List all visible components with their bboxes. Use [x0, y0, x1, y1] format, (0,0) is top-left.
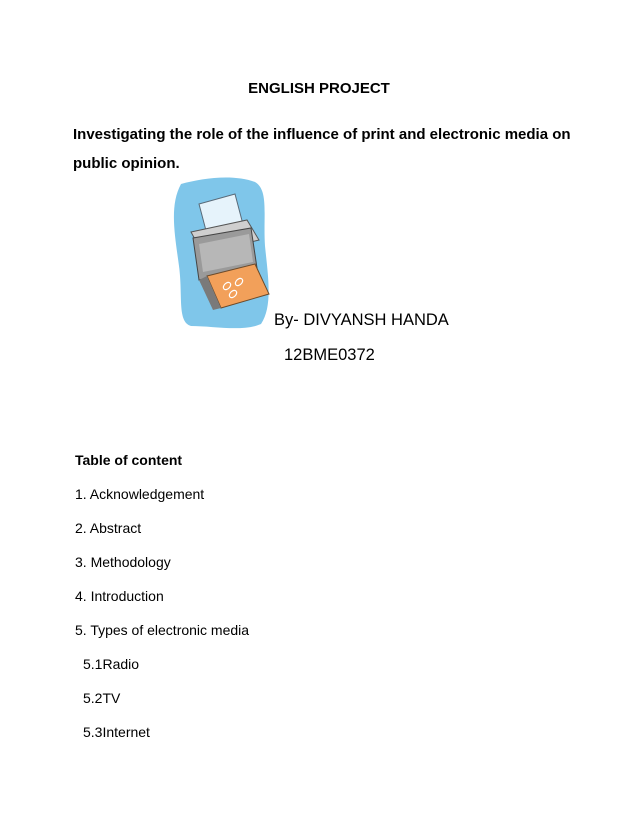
table-of-contents: [75, 486, 249, 758]
toc-item: 4. Introduction: [75, 588, 164, 604]
document-title: ENGLISH PROJECT: [248, 80, 390, 97]
document-subtitle: Investigating the role of the influence of print and electronic media on public opinion.: [73, 126, 571, 172]
printer-icon: [173, 176, 273, 330]
toc-item: 1. Acknowledgement: [75, 486, 205, 502]
author-name: By- DIVYANSH HANDA: [274, 311, 449, 329]
toc-heading: Table of content: [75, 452, 183, 468]
toc-subitem: 5.2TV: [83, 690, 121, 706]
toc-item: 2. Abstract: [75, 520, 142, 536]
toc-item: 5. Types of electronic media: [75, 622, 250, 638]
roll-number: 12BME0372: [284, 346, 375, 364]
toc-subitem: 5.1Radio: [83, 656, 140, 672]
toc-item: 3. Methodology: [75, 554, 171, 570]
toc-subitem: 5.3Internet: [83, 724, 150, 740]
